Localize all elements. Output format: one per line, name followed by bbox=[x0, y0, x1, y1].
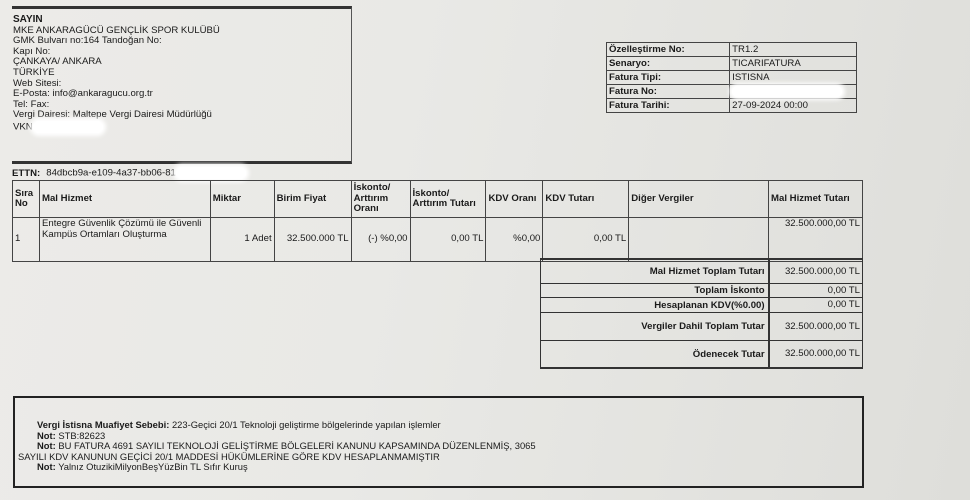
buyer-email: E-Posta: info@ankaragucu.org.tr bbox=[13, 88, 153, 100]
cell-birim-fiyat: 32.500.000 TL bbox=[274, 218, 351, 262]
ettn-value: 84dbcb9a-e109-4a37-bb06-81 bbox=[46, 167, 176, 179]
buyer-heading: SAYIN bbox=[13, 14, 43, 25]
total-value: 0,00 TL bbox=[827, 284, 860, 296]
buyer-tax-office: Vergi Dairesi: Maltepe Vergi Dairesi Müdürlüğü bbox=[13, 109, 212, 121]
table-row bbox=[13, 218, 863, 262]
cell-mal-hizmet-tutari: 32.500.000,00 TL bbox=[769, 218, 863, 262]
meta-row bbox=[607, 57, 857, 71]
cell-iskonto-orani: (-) %0,00 bbox=[351, 218, 410, 262]
note-line bbox=[15, 462, 862, 473]
ettn-label: ETTN: bbox=[12, 167, 41, 179]
buyer-door-no: Kapı No: bbox=[13, 45, 51, 57]
total-row bbox=[540, 341, 863, 369]
total-row bbox=[540, 258, 863, 284]
redaction-mark bbox=[176, 167, 246, 179]
cell-kdv-orani: %0,00 bbox=[486, 218, 543, 262]
exemption-label: Vergi İstisna Muafiyet Sebebi: bbox=[37, 419, 170, 430]
buyer-address: GMK Bulvarı no:164 Tandoğan No: bbox=[13, 35, 162, 47]
buyer-website: Web Sitesi: bbox=[13, 77, 62, 89]
total-value: 0,00 TL bbox=[827, 299, 860, 310]
note-text: STB:82623 bbox=[58, 429, 106, 441]
meta-label: Senaryo: bbox=[607, 57, 730, 71]
col-miktar: Miktar bbox=[210, 181, 274, 218]
col-kdv-tutari: KDV Tutarı bbox=[543, 181, 629, 218]
redaction-mark bbox=[732, 86, 842, 97]
cell-mal-hizmet: Entegre Güvenlik Çözümü ile Güvenli Kampüs Ortamları Oluşturma bbox=[39, 218, 210, 262]
total-row bbox=[540, 313, 863, 341]
col-diger-vergiler: Diğer Vergiler bbox=[629, 181, 769, 218]
note-label: Not: bbox=[37, 440, 56, 452]
meta-label: Fatura Tipi: bbox=[607, 71, 730, 85]
buyer-name: MKE ANKARAGÜCÜ GENÇLİK SPOR KULÜBÜ bbox=[13, 24, 220, 36]
notes-box bbox=[13, 396, 864, 488]
total-label: Mal Hizmet Toplam Tutarı bbox=[541, 260, 770, 283]
meta-row bbox=[607, 71, 857, 85]
note-label: Not: bbox=[37, 429, 56, 441]
meta-label: Fatura Tarihi: bbox=[607, 99, 730, 113]
meta-row bbox=[607, 85, 857, 99]
meta-value bbox=[730, 85, 857, 99]
line-items-table bbox=[12, 180, 863, 262]
note-text: Yalnız OtuzikiMilyonBeşYüzBin TL Sıfır Kuruş bbox=[58, 461, 248, 473]
note-line-continued: SAYILI KDV KANUNUN GEÇİCİ 20/1 MADDESİ HÜKÜMLERİNE GÖRE KDV HESAPLANMAMIŞTIR bbox=[18, 450, 440, 462]
col-sira: Sıra No bbox=[13, 181, 40, 218]
total-label: Vergiler Dahil Toplam Tutar bbox=[541, 313, 770, 340]
meta-label: Fatura No: bbox=[607, 85, 730, 99]
meta-row bbox=[607, 99, 857, 113]
total-label: Hesaplanan KDV(%0.00) bbox=[541, 298, 770, 312]
col-birim-fiyat: Birim Fiyat bbox=[274, 181, 351, 218]
cell-kdv-tutari: 0,00 TL bbox=[543, 218, 629, 262]
cell-diger-vergiler bbox=[629, 218, 769, 262]
cell-iskonto-tutari: 0,00 TL bbox=[410, 218, 486, 262]
col-iskonto-orani: İskonto/ Arttırım Oranı bbox=[351, 181, 410, 218]
meta-value: TR1.2 bbox=[730, 43, 857, 57]
meta-row bbox=[607, 43, 857, 57]
note-label: Not: bbox=[37, 461, 56, 473]
col-kdv-orani: KDV Oranı bbox=[486, 181, 543, 218]
total-value: 32.500.000,00 TL bbox=[784, 348, 860, 359]
buyer-tel: Tel: Fax: bbox=[13, 98, 50, 110]
total-label: Ödenecek Tutar bbox=[541, 341, 770, 367]
ettn-line bbox=[12, 167, 246, 179]
table-header-row bbox=[13, 181, 863, 218]
cell-miktar: 1 Adet bbox=[210, 218, 274, 262]
vkn-label: VKN bbox=[13, 121, 33, 133]
invoice-meta-table bbox=[606, 42, 857, 113]
col-mal-hizmet-tutari: Mal Hizmet Tutarı bbox=[769, 181, 863, 218]
col-iskonto-tutari: İskonto/ Arttırım Tutarı bbox=[410, 181, 486, 218]
buyer-country: TÜRKİYE bbox=[13, 66, 55, 78]
buyer-city: ÇANKAYA/ ANKARA bbox=[13, 56, 102, 68]
buyer-vkn bbox=[13, 121, 351, 133]
note-text: BU FATURA 4691 SAYILI TEKNOLOJİ GELİŞTİRME BÖLGELERİ KANUNU KAPSAMINDA DÜZENLENMİŞ, 3065 bbox=[58, 440, 536, 452]
cell-sira: 1 bbox=[13, 218, 40, 262]
totals-table bbox=[540, 258, 863, 369]
redaction-mark bbox=[33, 121, 103, 133]
meta-value: 27-09-2024 00:00 bbox=[730, 99, 857, 113]
exemption-reason bbox=[15, 420, 862, 431]
meta-value: TICARIFATURA bbox=[730, 57, 857, 71]
meta-label: Özelleştirme No: bbox=[607, 43, 730, 57]
meta-value: ISTISNA bbox=[730, 71, 857, 85]
col-mal-hizmet: Mal Hizmet bbox=[39, 181, 210, 218]
total-value: 32.500.000,00 TL bbox=[784, 320, 860, 332]
total-value: 32.500.000,00 TL bbox=[784, 265, 860, 277]
total-row bbox=[540, 298, 863, 313]
total-label: Toplam İskonto bbox=[541, 284, 770, 297]
exemption-value: 223-Geçici 20/1 Teknoloji geliştirme bölgelerinde yapılan işlemler bbox=[171, 419, 441, 430]
total-row bbox=[540, 284, 863, 298]
buyer-address-box bbox=[12, 6, 352, 164]
